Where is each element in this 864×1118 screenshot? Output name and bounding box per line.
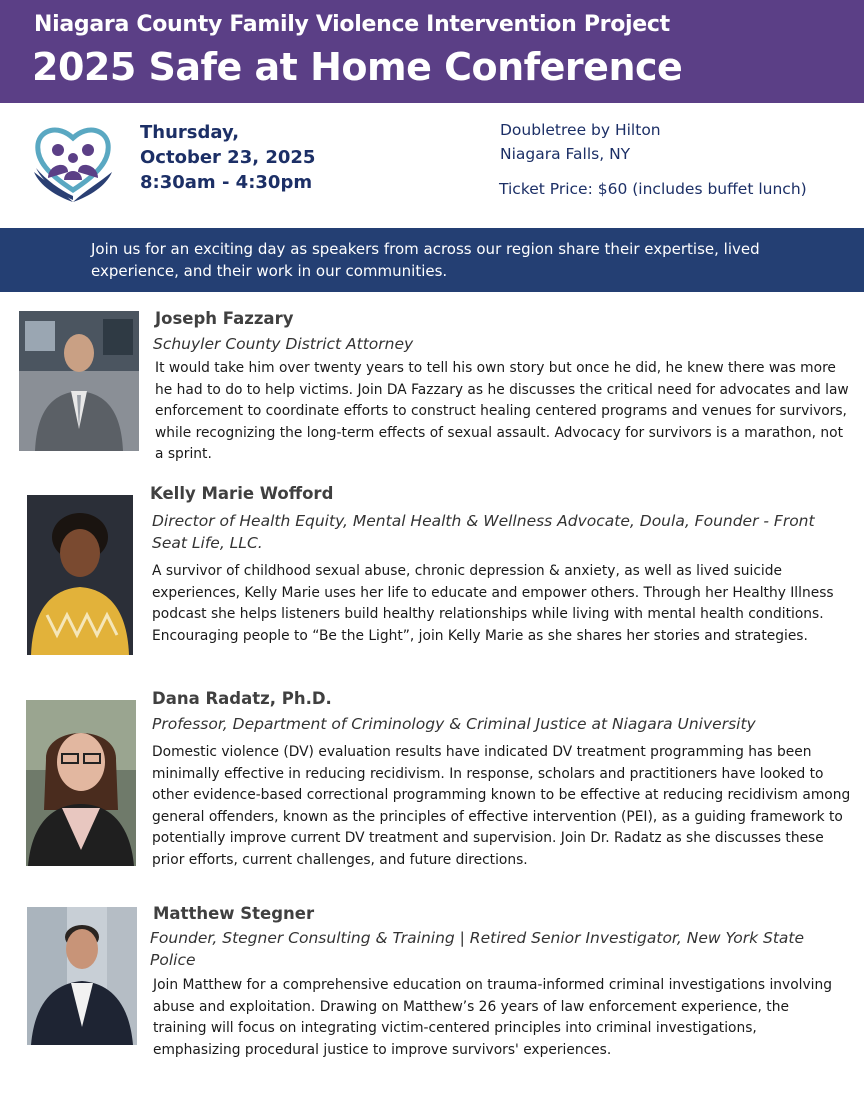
speaker-bio: It would take him over twenty years to tell his own story but once he did, he knew there was more he had to do to help victims. Join DA Fazzary as he discusses the critical need for advocates and law enforcement to coordinate efforts to construct healing centered programs and venues for survivors, while recognizing the long-term effects of sexual assault. Advocacy for survivors is a marathon, not a sprint. [155,360,849,462]
speaker-bio: Join Matthew for a comprehensive education on trauma-informed criminal investigations involving abuse and exploitation. Drawing on Matthew’s 26 years of law enforcement experience, the training will focus on integrating victim-centered principles into criminal investigations, emphasizing procedural justice to improve survivors' experiences. [153,977,832,1058]
speaker-bio: Domestic violence (DV) evaluation results have indicated DV treatment programming has been minimally effective in reducing recidivism. In response, scholars and practitioners have looked to other evidence-based correctional programming known to be effective at reducing recidivism among general offenders, known as the principles of effective intervention (PEI), as a guiding framework to potentially improve current DV treatment and supervision. Join Dr. Radatz as she discusses these prior efforts, current challenges, and future directions. [152,744,851,868]
speaker-photo-matthew-stegner [27,907,137,1045]
organization-title: Niagara County Family Violence Intervention Project [34,12,670,37]
heart-hands-logo-icon [30,120,116,204]
speaker-title: Professor, Department of Criminology & Criminal Justice at Niagara University [152,715,756,733]
event-date: October 23, 2025 [140,147,316,168]
speaker-title: Founder, Stegner Consulting & Training | Retired Senior Investigator, New York State Police [150,929,805,969]
event-time: 8:30am - 4:30pm [140,172,313,193]
intro-text: Join us for an exciting day as speakers from across our region share their expertise, lived experience, and their work in our communities. [91,240,760,280]
ticket-price: Ticket Price: $60 (includes buffet lunch) [499,180,807,198]
speaker-photo-dana-radatz [26,700,136,866]
venue-block [500,118,661,166]
speaker-title: Director of Health Equity, Mental Health & Wellness Advocate, Doula, Founder - Front Seat Life, LLC. [152,512,815,552]
intro-banner [0,228,864,292]
header-band [0,0,864,103]
speaker-title: Schuyler County District Attorney [153,335,414,353]
speaker-photo-kelly-marie-wofford [27,495,133,655]
venue-location: Niagara Falls, NY [500,145,631,163]
speaker-photo-joseph-fazzary [19,311,139,451]
event-date-block [140,120,315,195]
conference-title: 2025 Safe at Home Conference [32,45,683,89]
speaker-name: Kelly Marie Wofford [150,484,334,503]
speaker-name: Matthew Stegner [153,904,315,923]
event-day: Thursday, [140,122,240,143]
venue-name: Doubletree by Hilton [500,121,661,139]
speaker-name: Dana Radatz, Ph.D. [152,689,332,708]
speaker-bio: A survivor of childhood sexual abuse, chronic depression & anxiety, as well as lived suicide experiences, Kelly Marie uses her life to educate and empower others. Through her Healthy Illness podcast she helps listeners build healthy relationships while living with mental health conditions. Encouraging people to “Be the Light”, join Kelly Marie as she shares her stories and strategies. [152,563,834,644]
speaker-name: Joseph Fazzary [155,309,294,328]
